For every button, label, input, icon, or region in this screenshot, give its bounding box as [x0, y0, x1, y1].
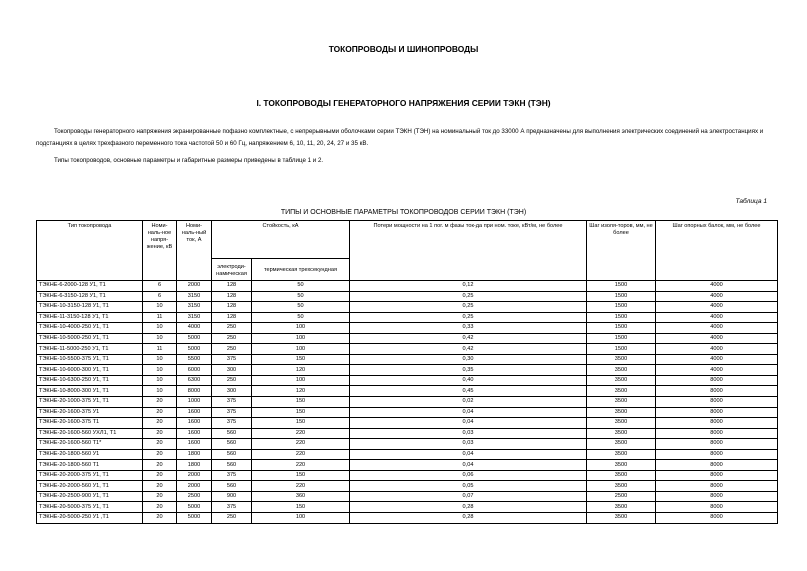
table-cell: 375 — [212, 502, 252, 513]
table-cell: 900 — [212, 491, 252, 502]
table-cell: 300 — [212, 365, 252, 376]
table-row — [37, 365, 778, 376]
table-cell: 100 — [252, 375, 350, 386]
table-cell: ТЭКНЕ-10-8000-300 У1, Т1 — [37, 386, 143, 397]
table-cell: 1000 — [177, 397, 212, 408]
table-cell: 4000 — [656, 365, 778, 376]
table-cell: 0,33 — [350, 323, 587, 334]
table-row — [37, 491, 778, 502]
table-cell: 11 — [143, 344, 177, 355]
parameters-table — [36, 220, 778, 524]
table-cell: 560 — [212, 428, 252, 439]
table-cell: 150 — [252, 502, 350, 513]
table-cell: ТЭКНЕ-10-6000-300 У1, Т1 — [37, 365, 143, 376]
table-cell: ТЭКНЕ-10-5500-375 У1, Т1 — [37, 354, 143, 365]
table-row — [37, 418, 778, 429]
table-cell: 8000 — [656, 491, 778, 502]
table-row — [37, 354, 778, 365]
table-cell: 1500 — [587, 344, 656, 355]
table-cell: 8000 — [177, 386, 212, 397]
table-cell: 300 — [212, 386, 252, 397]
table-cell: 8000 — [656, 397, 778, 408]
table-cell: 8000 — [656, 481, 778, 492]
table-cell: 360 — [252, 491, 350, 502]
table-cell: ТЭКНЕ-20-1600-375 Т1 — [37, 418, 143, 429]
table-cell: 10 — [143, 302, 177, 313]
table-cell: 10 — [143, 323, 177, 334]
table-cell: 560 — [212, 439, 252, 450]
table-cell: 128 — [212, 312, 252, 323]
table-number: Таблица 1 — [735, 198, 767, 205]
table-cell: 250 — [212, 323, 252, 334]
page-title: ТОКОПРОВОДЫ И ШИНОПРОВОДЫ — [328, 44, 479, 54]
table-cell: 375 — [212, 470, 252, 481]
table-cell: 4000 — [656, 312, 778, 323]
table-cell: 3500 — [587, 407, 656, 418]
table-cell: 4000 — [656, 281, 778, 292]
table-cell: 10 — [143, 386, 177, 397]
table-cell: 0,04 — [350, 460, 587, 471]
table-row — [37, 281, 778, 292]
table-cell: 3500 — [587, 513, 656, 524]
table-cell: ТЭКНЕ-20-2000-375 У1, Т1 — [37, 470, 143, 481]
table-reference-note: Типы токопроводов, основные параметры и габаритные размеры приведены в таблице 1 и 2. — [54, 157, 324, 164]
table-cell: 3500 — [587, 439, 656, 450]
table-cell: 3500 — [587, 460, 656, 471]
header-thermal: термическая трехсекундная — [252, 259, 350, 281]
table-cell: 220 — [252, 449, 350, 460]
table-cell: 560 — [212, 460, 252, 471]
table-cell: 10 — [143, 354, 177, 365]
table-cell: 50 — [252, 281, 350, 292]
table-cell: 5000 — [177, 513, 212, 524]
table-cell: 375 — [212, 407, 252, 418]
table-cell: 1800 — [177, 449, 212, 460]
table-cell: ТЭКНЕ-20-5000-375 У1, Т1 — [37, 502, 143, 513]
table-cell: 20 — [143, 513, 177, 524]
table-cell: 8000 — [656, 407, 778, 418]
table-cell: 1500 — [587, 333, 656, 344]
table-cell: ТЭКНЕ-20-2500-900 У1, Т1 — [37, 491, 143, 502]
table-cell: 100 — [252, 323, 350, 334]
table-cell: 3500 — [587, 481, 656, 492]
table-cell: 20 — [143, 407, 177, 418]
table-cell: 1600 — [177, 418, 212, 429]
table-cell: 8000 — [656, 449, 778, 460]
table-cell: 1500 — [587, 312, 656, 323]
table-cell: 10 — [143, 375, 177, 386]
table-cell: 8000 — [656, 502, 778, 513]
table-cell: 0,02 — [350, 397, 587, 408]
table-cell: ТЭКНЕ-10-6300-250 У1, Т1 — [37, 375, 143, 386]
header-beam-step: Шаг опорных балок, мм, не более — [656, 221, 778, 281]
table-row — [37, 302, 778, 313]
table-title: ТИПЫ И ОСНОВНЫЕ ПАРАМЕТРЫ ТОКОПРОВОДОВ СЕРИИ ТЭКН (ТЭН) — [280, 209, 527, 216]
table-cell: 560 — [212, 481, 252, 492]
table-cell: 0,03 — [350, 428, 587, 439]
table-cell: 0,35 — [350, 365, 587, 376]
table-cell: 2500 — [587, 491, 656, 502]
table-cell: 250 — [212, 344, 252, 355]
table-row — [37, 449, 778, 460]
table-cell: ТЭКНЕ-10-4000-250 У1, Т1 — [37, 323, 143, 334]
table-cell: 220 — [252, 428, 350, 439]
table-cell: 5000 — [177, 502, 212, 513]
table-cell: ТЭКНЕ-20-5000-250 У1 ,Т1 — [37, 513, 143, 524]
table-cell: 375 — [212, 397, 252, 408]
table-cell: 120 — [252, 365, 350, 376]
table-cell: 2000 — [177, 481, 212, 492]
table-cell: 20 — [143, 449, 177, 460]
table-cell: 3500 — [587, 354, 656, 365]
table-cell: 8000 — [656, 375, 778, 386]
table-cell: ТЭКНЕ-11-5000-250 У1, Т1 — [37, 344, 143, 355]
table-cell: 20 — [143, 428, 177, 439]
table-cell: ТЭКНЕ-20-2000-560 У1, Т1 — [37, 481, 143, 492]
table-cell: 1600 — [177, 439, 212, 450]
table-cell: 150 — [252, 354, 350, 365]
table-cell: 20 — [143, 491, 177, 502]
table-cell: 8000 — [656, 418, 778, 429]
table-cell: 3500 — [587, 428, 656, 439]
table-cell: 0,03 — [350, 439, 587, 450]
header-insulator-step: Шаг изоля-торов, мм, не более — [587, 221, 656, 281]
table-cell: 250 — [212, 333, 252, 344]
table-cell: 120 — [252, 386, 350, 397]
table-cell: 100 — [252, 344, 350, 355]
table-cell: 8000 — [656, 470, 778, 481]
table-row — [37, 439, 778, 450]
table-cell: 50 — [252, 302, 350, 313]
table-cell: 2000 — [177, 470, 212, 481]
table-cell: 10 — [143, 333, 177, 344]
table-cell: 3500 — [587, 386, 656, 397]
table-cell: 1500 — [587, 323, 656, 334]
section-title: I. ТОКОПРОВОДЫ ГЕНЕРАТОРНОГО НАПРЯЖЕНИЯ СЕРИИ ТЭКН (ТЭН) — [256, 98, 551, 108]
header-electrodynamic: электроди-намическая — [212, 259, 252, 281]
table-cell: ТЭКНЕ-20-1800-560 У1 — [37, 449, 143, 460]
table-cell: 8000 — [656, 428, 778, 439]
table-cell: 4000 — [656, 354, 778, 365]
table-row — [37, 407, 778, 418]
table-cell: 0,40 — [350, 375, 587, 386]
table-cell: 0,25 — [350, 302, 587, 313]
table-cell: 50 — [252, 291, 350, 302]
table-row — [37, 375, 778, 386]
table-body — [37, 281, 778, 524]
table-row — [37, 513, 778, 524]
table-cell: 8000 — [656, 439, 778, 450]
table-cell: 1600 — [177, 407, 212, 418]
table-cell: ТЭКНЕ-6-2000-128 У1, Т1 — [37, 281, 143, 292]
table-cell: 5000 — [177, 333, 212, 344]
table-cell: 4000 — [177, 323, 212, 334]
table-row — [37, 312, 778, 323]
table-cell: 0,28 — [350, 502, 587, 513]
table-cell: 1500 — [587, 302, 656, 313]
table-row — [37, 397, 778, 408]
table-cell: 4000 — [656, 291, 778, 302]
table-cell: ТЭКНЕ-20-1800-560 Т1 — [37, 460, 143, 471]
table-cell: 20 — [143, 397, 177, 408]
table-cell: 6000 — [177, 365, 212, 376]
table-cell: 6300 — [177, 375, 212, 386]
table-cell: 0,42 — [350, 344, 587, 355]
table-cell: ТЭКНЕ-20-1600-560 УХЛ1, Т1 — [37, 428, 143, 439]
table-cell: ТЭКНЕ-11-3150-128 У1, Т1 — [37, 312, 143, 323]
table-cell: 20 — [143, 460, 177, 471]
table-cell: 4000 — [656, 302, 778, 313]
table-cell: 0,42 — [350, 333, 587, 344]
table-cell: 3500 — [587, 418, 656, 429]
table-row — [37, 470, 778, 481]
table-cell: 20 — [143, 481, 177, 492]
header-current: Номи-наль-ный ток, А — [177, 221, 212, 281]
header-losses: Потери мощности на 1 пог. м фазы ток-да при ном. токе, кВт/м, не более — [350, 221, 587, 281]
table-cell: 150 — [252, 407, 350, 418]
table-cell: 6 — [143, 281, 177, 292]
table-cell: 220 — [252, 460, 350, 471]
table-cell: 128 — [212, 281, 252, 292]
table-cell: 4000 — [656, 323, 778, 334]
table-cell: 0,05 — [350, 481, 587, 492]
table-cell: 150 — [252, 470, 350, 481]
header-voltage: Номи-наль-ное напря-жение, кВ — [143, 221, 177, 281]
table-cell: 10 — [143, 365, 177, 376]
table-cell: ТЭКНЕ-20-1000-375 У1, Т1 — [37, 397, 143, 408]
table-cell: 20 — [143, 439, 177, 450]
table-cell: 220 — [252, 481, 350, 492]
table-cell: 0,06 — [350, 470, 587, 481]
table-cell: ТЭКНЕ-20-1600-560 Т1* — [37, 439, 143, 450]
table-cell: 3500 — [587, 449, 656, 460]
intro-paragraph: Токопроводы генераторного напряжения экранированные пофазно комплектные, с непрерывными оболочками серии ТЭКН (ТЭН) на номинальный ток до 33000 А предназначены для выполнения электрических соединений на электростанциях и подстанциях в целях трехфазного переменного тока частотой 50 и 60 Гц, напряжением 6, 10, 11, 20, 24, 27 и 35 кВ. — [36, 128, 764, 147]
table-cell: 0,45 — [350, 386, 587, 397]
table-cell: 8000 — [656, 513, 778, 524]
table-cell: 50 — [252, 312, 350, 323]
table-cell: 0,25 — [350, 291, 587, 302]
table-cell: 3150 — [177, 312, 212, 323]
table-cell: 4000 — [656, 344, 778, 355]
table-row — [37, 386, 778, 397]
table-cell: 220 — [252, 439, 350, 450]
table-cell: ТЭКНЕ-10-5000-250 У1, Т1 — [37, 333, 143, 344]
table-cell: 2000 — [177, 281, 212, 292]
table-cell: 20 — [143, 418, 177, 429]
table-cell: 560 — [212, 449, 252, 460]
table-cell: 100 — [252, 513, 350, 524]
table-row — [37, 344, 778, 355]
table-row — [37, 333, 778, 344]
table-cell: 2500 — [177, 491, 212, 502]
table-cell: 5000 — [177, 344, 212, 355]
table-cell: 3500 — [587, 502, 656, 513]
table-cell: 150 — [252, 397, 350, 408]
table-cell: ТЭКНЕ-10-3150-128 У1, Т1 — [37, 302, 143, 313]
table-cell: 8000 — [656, 460, 778, 471]
table-cell: 150 — [252, 418, 350, 429]
table-cell: 6 — [143, 291, 177, 302]
table-cell: 11 — [143, 312, 177, 323]
table-cell: 3500 — [587, 375, 656, 386]
table-row — [37, 502, 778, 513]
table-cell: 128 — [212, 302, 252, 313]
table-cell: 100 — [252, 333, 350, 344]
table-cell: 4000 — [656, 333, 778, 344]
table-cell: 1600 — [177, 428, 212, 439]
table-cell: 0,04 — [350, 407, 587, 418]
table-cell: 0,25 — [350, 312, 587, 323]
table-cell: 3150 — [177, 302, 212, 313]
table-row — [37, 481, 778, 492]
table-cell: 20 — [143, 470, 177, 481]
table-row — [37, 460, 778, 471]
table-cell: 3500 — [587, 470, 656, 481]
table-cell: 3500 — [587, 397, 656, 408]
table-cell: 250 — [212, 513, 252, 524]
table-cell: 3500 — [587, 365, 656, 376]
table-cell: 20 — [143, 502, 177, 513]
table-cell: 0,30 — [350, 354, 587, 365]
table-cell: 375 — [212, 418, 252, 429]
table-cell: ТЭКНЕ-6-3150-128 У1, Т1 — [37, 291, 143, 302]
table-cell: 0,04 — [350, 418, 587, 429]
table-cell: 250 — [212, 375, 252, 386]
table-cell: 1800 — [177, 460, 212, 471]
table-cell: 128 — [212, 291, 252, 302]
table-cell: 8000 — [656, 386, 778, 397]
header-type: Тип токопровода — [37, 221, 143, 281]
table-cell: 5500 — [177, 354, 212, 365]
table-cell: 1500 — [587, 291, 656, 302]
table-cell: 375 — [212, 354, 252, 365]
table-row — [37, 291, 778, 302]
table-cell: 0,07 — [350, 491, 587, 502]
table-cell: 0,12 — [350, 281, 587, 292]
header-stability: Стойкость, кА — [212, 221, 350, 259]
table-cell: 3150 — [177, 291, 212, 302]
table-cell: 1500 — [587, 281, 656, 292]
table-cell: 0,28 — [350, 513, 587, 524]
table-cell: 0,04 — [350, 449, 587, 460]
table-row — [37, 323, 778, 334]
table-cell: ТЭКНЕ-20-1600-375 У1 — [37, 407, 143, 418]
table-row — [37, 428, 778, 439]
